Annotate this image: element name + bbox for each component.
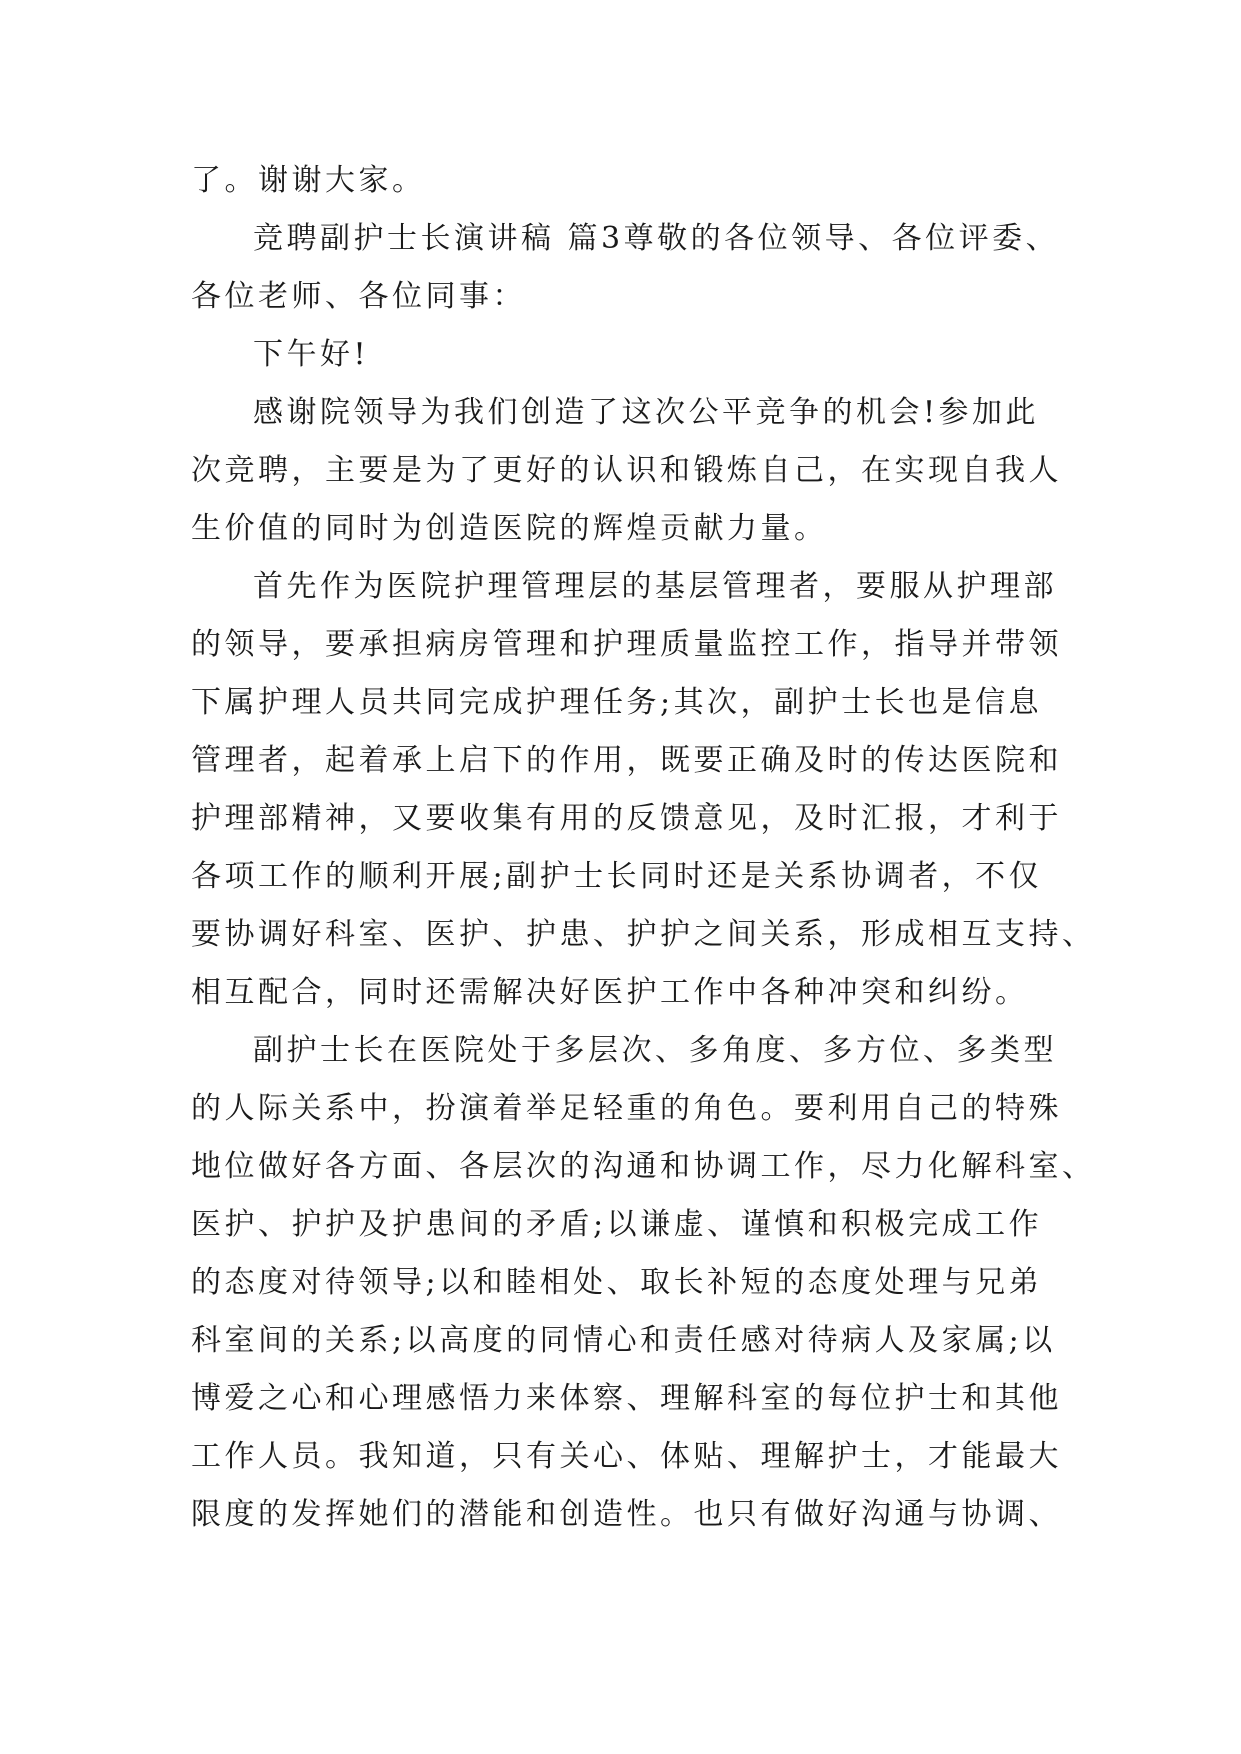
text-line: 生价值的同时为创造医院的辉煌贡献力量。 [191,511,828,546]
text-line: 次竞聘，主要是为了更好的认识和锻炼自己，在实现自我人 [191,453,1062,488]
text-line: 副护士长在医院处于多层次、多角度、多方位、多类型 [253,1033,1057,1068]
text-line: 地位做好各方面、各层次的沟通和协调工作，尽力化解科室、 [191,1149,1096,1184]
text-line: 了。谢谢大家。 [191,163,426,198]
text-line: 感谢院领导为我们创造了这次公平竞争的机会!参加此 [253,395,1040,430]
text-line: 竞聘副护士长演讲稿 篇3尊敬的各位领导、各位评委、 [253,221,1060,256]
text-line: 医护、护护及护患间的矛盾;以谦虚、谨慎和积极完成工作 [191,1207,1043,1242]
text-line: 相互配合，同时还需解决好医护工作中各种冲突和纠纷。 [191,975,1029,1010]
text-line: 博爱之心和心理感悟力来体察、理解科室的每位护士和其他 [191,1381,1062,1416]
text-line: 下属护理人员共同完成护理任务;其次，副护士长也是信息 [191,685,1043,720]
text-line: 各项工作的顺利开展;副护士长同时还是关系协调者，不仅 [191,859,1043,894]
text-line: 首先作为医院护理管理层的基层管理者，要服从护理部 [253,569,1057,604]
text-line: 科室间的关系;以高度的同情心和责任感对待病人及家属;以 [191,1323,1056,1358]
text-line: 各位老师、各位同事： [191,279,526,314]
text-line: 下午好! [253,337,370,372]
text-line: 的人际关系中，扮演着举足轻重的角色。要利用自己的特殊 [191,1091,1062,1126]
text-line: 限度的发挥她们的潜能和创造性。也只有做好沟通与协调、 [191,1497,1062,1532]
text-line: 的领导，要承担病房管理和护理质量监控工作，指导并带领 [191,627,1062,662]
text-line: 护理部精神，又要收集有用的反馈意见，及时汇报，才利于 [191,801,1062,836]
text-line: 工作人员。我知道，只有关心、体贴、理解护士，才能最大 [191,1439,1062,1474]
text-line: 管理者，起着承上启下的作用，既要正确及时的传达医院和 [191,743,1062,778]
text-line: 要协调好科室、医护、护患、护护之间关系，形成相互支持、 [191,917,1096,952]
text-line: 的态度对待领导;以和睦相处、取长补短的态度处理与兄弟 [191,1265,1043,1300]
